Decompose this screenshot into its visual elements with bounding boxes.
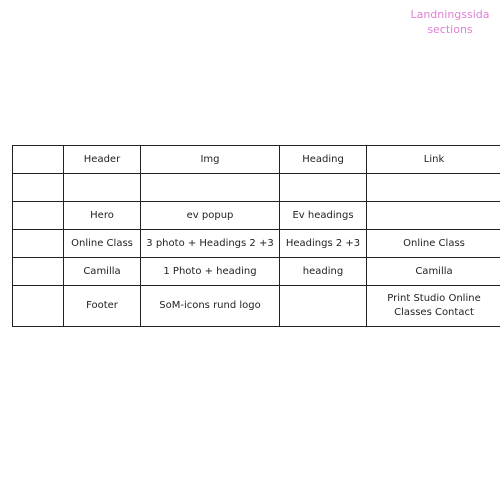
table-cell: Online Class [64,230,141,258]
table-cell: Print Studio Online Classes Contact [367,286,500,327]
table-cell [280,286,367,327]
table-cell: 1 Photo + heading [141,258,280,286]
table-cell: heading [280,258,367,286]
table-cell [141,174,280,202]
table-row [13,258,500,286]
table-cell: Headings 2 +3 [280,230,367,258]
table-cell: Ev headings [280,202,367,230]
table-cell [64,174,141,202]
table-cell: 3 photo + Headings 2 +3 [141,230,280,258]
table-cell [13,258,64,286]
column-header-header: Header [64,146,141,174]
column-header-heading: Heading [280,146,367,174]
table-cell: ev popup [141,202,280,230]
table-cell: Hero [64,202,141,230]
table-header-row [13,146,500,174]
column-header [13,146,64,174]
table-cell [13,202,64,230]
table-row [13,286,500,327]
table-cell: Camilla [367,258,500,286]
table-row [13,174,500,202]
table-cell [367,174,500,202]
column-header-link: Link [367,146,500,174]
table-cell: SoM-icons rund logo [141,286,280,327]
table-cell: Camilla [64,258,141,286]
sections-table [12,145,500,327]
table-cell: Footer [64,286,141,327]
table-cell [13,174,64,202]
table-row [13,230,500,258]
table-cell [367,202,500,230]
column-header-img: Img [141,146,280,174]
table-cell: Online Class [367,230,500,258]
table-cell [280,174,367,202]
table-cell [13,230,64,258]
page-title-line-1: Landningssida [410,8,490,21]
table-cell [13,286,64,327]
page-title [400,7,500,37]
table-row [13,202,500,230]
page-title-line-2: sections [427,23,473,36]
